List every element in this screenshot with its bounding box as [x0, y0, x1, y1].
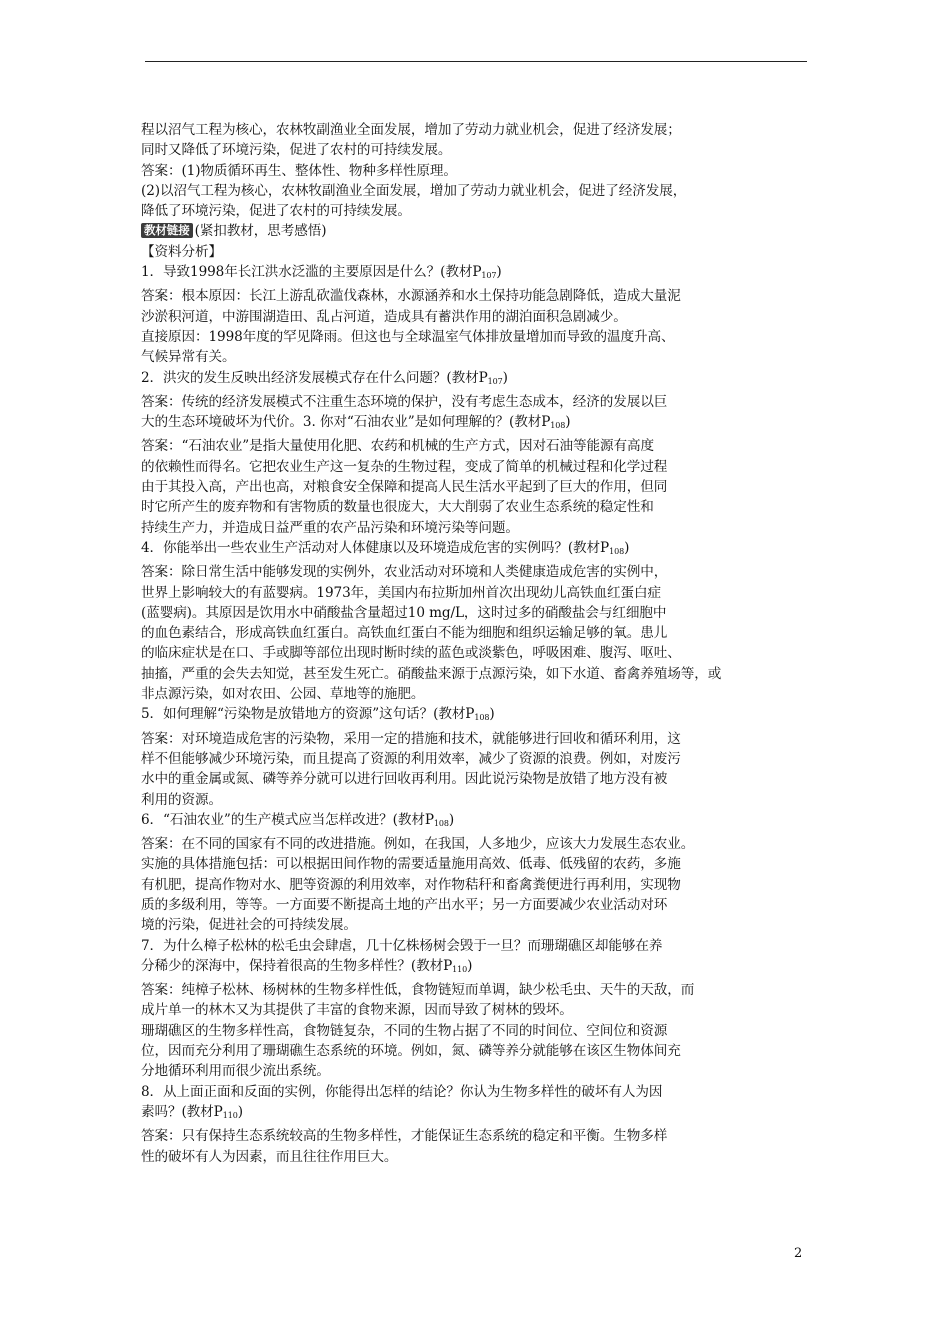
- question-line: [141, 704, 813, 728]
- text-line: 位，因而充分利用了珊瑚礁生态系统的环境。例如，氮、磷等养分就能够在该区生物体间充: [141, 1043, 681, 1060]
- text-line: 降低了环境污染，促进了农村的可持续发展。: [141, 203, 411, 220]
- text-line: 持续生产力，并造成日益严重的农产品污染和环境污染等问题。: [141, 519, 519, 536]
- text-line: 世界上影响较大的有蓝婴病。1973年，美国内布拉斯加州首次出现幼儿高铁血红蛋白症: [141, 584, 661, 601]
- text-line: 由于其投入高，产出也高，对粮食安全保障和提高人民生活水平起到了巨大的作用，但同: [141, 479, 668, 496]
- text-line: 答案：在不同的国家有不同的改进措施。例如，在我国，人多地少，应该大力发展生态农业。: [141, 836, 695, 853]
- page-ref: 108: [550, 421, 566, 431]
- text-line: 答案：“石油农业”是指大量使用化肥、农药和机械的生产方式，因对石油等能源有高度: [141, 438, 654, 455]
- text-line: 质的多级利用，等等。一方面要不断提高土地的产出水平；另一方面要减少农业活动对环: [141, 896, 668, 913]
- page-ref: 110: [222, 1110, 238, 1120]
- page-ref: 108: [609, 546, 625, 556]
- question-text: 1．导致1998年长江洪水泛滥的主要原因是什么？(教材P: [141, 264, 482, 281]
- text-line: (2)以沼气工程为核心，农林牧副渔业全面发展，增加了劳动力就业机会，促进了经济发展，: [141, 182, 687, 199]
- page-ref: 108: [433, 818, 449, 828]
- page-ref: 107: [487, 376, 503, 386]
- question-line: [141, 262, 813, 286]
- section-heading: 【资料分析】: [141, 243, 222, 260]
- page-ref: 110: [452, 964, 468, 974]
- question-text: 5．如何理解“污染物是放错地方的资源”这句话？(教材P: [141, 706, 475, 723]
- question-line: [141, 368, 813, 392]
- page-ref: 108: [474, 713, 490, 723]
- paren-close: ): [624, 539, 630, 556]
- page-number: 2: [794, 1246, 803, 1261]
- text-line: (蓝婴病)。其原因是饮用水中硝酸盐含量超过10 mg/L，这时过多的硝酸盐会与红细胞中: [141, 604, 667, 621]
- question-text: 6．“石油农业”的生产模式应当怎样改进？(教材P: [141, 811, 434, 828]
- text-line: 时它所产生的废弃物和有害物质的数量也很庞大，大大削弱了农业生态系统的稳定性和: [141, 499, 654, 516]
- section-tag: 教材链接: [141, 223, 193, 238]
- text-line: 的依赖性而得名。它把农业生产这一复杂的生物过程，变成了简单的机械过程和化学过程: [141, 458, 668, 475]
- text-line: 8．从上面正面和反面的实例，你能得出怎样的结论？你认为生物多样性的破坏有人为因: [141, 1083, 663, 1100]
- text-line: 分地循环利用而很少流出系统。: [141, 1063, 330, 1080]
- text-line: 抽搐，严重的会失去知觉，甚至发生死亡。硝酸盐来源于点源污染，如下水道、畜禽养殖场等，或: [141, 665, 722, 682]
- text-line: 的血色素结合，形成高铁血红蛋白。高铁血红蛋白不能为细胞和组织运输足够的氧。患儿: [141, 625, 668, 642]
- section-note: (紧扣教材，思考感悟): [194, 223, 327, 240]
- text-line: 珊瑚礁区的生物多样性高，食物链复杂，不同的生物占据了不同的时间位、空间位和资源: [141, 1022, 668, 1039]
- text-line: 的临床症状是在口、手或脚等部位出现时断时续的蓝色或淡紫色，呼吸困难、腹泻、呕吐、: [141, 645, 681, 662]
- question-line: [141, 538, 813, 562]
- paren-close: ): [467, 957, 473, 974]
- text-line: 答案：只有保持生态系统较高的生物多样性，才能保证生态系统的稳定和平衡。生物多样: [141, 1128, 668, 1145]
- text-line: 沙淤积河道，中游围湖造田、乱占河道，造成具有蓄洪作用的湖泊面积急剧减少。: [141, 308, 627, 325]
- page-content: [141, 120, 813, 1167]
- text-line: 答案：除日常生活中能够发现的实例外，农业活动对环境和人类健康造成危害的实例中，: [141, 564, 668, 581]
- question-text: 分稀少的深海中，保持着很高的生物多样性？(教材P: [141, 957, 453, 974]
- text-line: 性的破坏有人为因素，而且往往作用巨大。: [141, 1148, 398, 1165]
- question-text: 大的生态环境破坏为代价。3. 你对“石油农业”是如何理解的？(教材P: [141, 414, 551, 431]
- question-text: 素吗？(教材P: [141, 1103, 223, 1120]
- text-line: 答案：传统的经济发展模式不注重生态环境的保护，没有考虑生态成本，经济的发展以巨: [141, 393, 668, 410]
- question-text: 2．洪灾的发生反映出经济发展模式存在什么问题？(教材P: [141, 369, 488, 386]
- text-line: 答案：根本原因：长江上游乱砍滥伐森林，水源涵养和水土保持功能急剧降低，造成大量泥: [141, 288, 681, 305]
- paren-close: ): [237, 1103, 243, 1120]
- paren-close: ): [489, 706, 495, 723]
- question-line: [141, 412, 813, 436]
- text-line: 非点源污染，如对农田、公园、草地等的施肥。: [141, 686, 425, 703]
- text-line: 程以沼气工程为核心，农林牧副渔业全面发展，增加了劳动力就业机会，促进了经济发展；: [141, 122, 681, 138]
- text-line: 水中的重金属或氮、磷等养分就可以进行回收再利用。因此说污染物是放错了地方没有被: [141, 771, 668, 788]
- text-line: 样不但能够减少环境污染，而且提高了资源的利用效率，减少了资源的浪费。例如，对废污: [141, 750, 681, 767]
- text-line: 答案：(1)物质循环再生、整体性、物种多样性原理。: [141, 162, 457, 179]
- paren-close: ): [565, 414, 571, 431]
- question-line: [141, 956, 813, 980]
- text-line: 实施的具体措施包括：可以根据田间作物的需要适量施用高效、低毒、低残留的农药，多施: [141, 856, 681, 873]
- question-text: 4．你能举出一些农业生产活动对人体健康以及环境造成危害的实例吗？(教材P: [141, 539, 610, 556]
- page-ref: 107: [481, 271, 497, 281]
- text-line: 成片单一的林木又为其提供了丰富的食物来源，因而导致了树林的毁坏。: [141, 1002, 573, 1019]
- text-line: 同时又降低了环境污染，促进了农村的可持续发展。: [141, 142, 452, 159]
- header-rule: [145, 61, 807, 62]
- text-line: 直接原因：1998年度的罕见降雨。但这也与全球温室气体排放量增加而导致的温度升高、: [141, 328, 675, 345]
- text-line: 境的污染，促进社会的可持续发展。: [141, 917, 357, 934]
- text-line: 利用的资源。: [141, 791, 222, 808]
- question-line: [141, 810, 813, 834]
- text-line: 7．为什么樟子松林的松毛虫会肆虐，几十亿株杨树会毁于一旦？而珊瑚礁区却能够在养: [141, 937, 663, 954]
- text-line: 答案：纯樟子松林、杨树林的生物多样性低，食物链短而单调，缺少松毛虫、天牛的天敌，而: [141, 982, 695, 999]
- question-line: [141, 1102, 813, 1126]
- paren-close: ): [496, 264, 502, 281]
- text-line: 有机肥，提高作物对水、肥等资源的利用效率，对作物秸秆和畜禽粪便进行再利用，实现物: [141, 876, 681, 893]
- text-line: 答案：对环境造成危害的污染物，采用一定的措施和技术，就能够进行回收和循环利用，这: [141, 730, 681, 747]
- paren-close: ): [502, 369, 508, 386]
- text-line: 气候异常有关。: [141, 349, 236, 366]
- paren-close: ): [448, 811, 455, 828]
- section-header-line: [141, 221, 813, 241]
